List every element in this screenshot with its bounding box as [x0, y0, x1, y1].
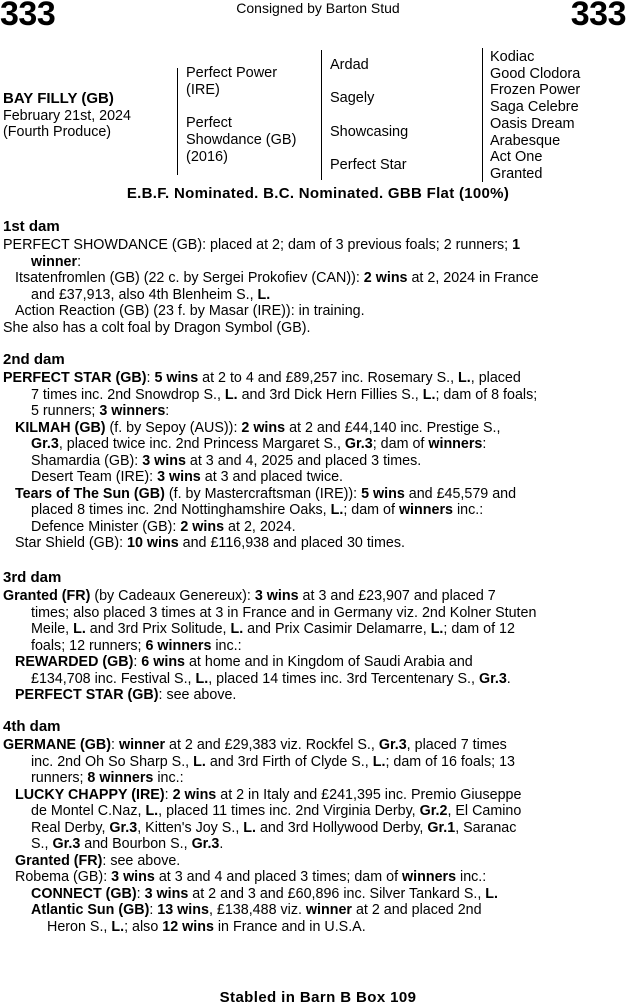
- third-dam-line: times; also placed 3 times at 3 in France and in Germany viz. 2nd Kolner Stuten: [31, 604, 537, 621]
- fourth-dam-line: S., Gr.3 and Bourbon S., Gr.3.: [31, 836, 224, 852]
- fourth-dam-title: 4th dam: [3, 718, 61, 735]
- second-dam-line: 7 times inc. 2nd Snowdrop S., L. and 3rd Dick Hern Fillies S., L.; dam of 8 foals;: [31, 386, 538, 403]
- sire: [186, 65, 277, 99]
- ggp-4: Saga Celebre: [490, 99, 579, 116]
- sire-country: (IRE): [186, 82, 220, 98]
- third-dam-line: Meile, L. and 3rd Prix Solitude, L. and Prix Casimir Delamarre, L.; dam of 12: [31, 621, 515, 637]
- second-dam-line: Star Shield (GB): 10 wins and £116,938 and placed 30 times.: [15, 535, 405, 551]
- first-dam-line: winner:: [31, 253, 82, 270]
- first-dam-line: PERFECT SHOWDANCE (GB): placed at 2; dam of 3 previous foals; 2 runners; 1: [3, 237, 521, 253]
- pedigree-line-3: [482, 48, 483, 182]
- first-dam-text: [3, 237, 627, 336]
- ggp-6: Arabesque: [490, 132, 561, 149]
- second-dam-line: Tears of The Sun (GB) (f. by Mastercraftsman (IRE)): 5 wins and £45,579 and: [15, 485, 517, 502]
- pedigree-line-2: [321, 50, 322, 180]
- first-dam-line: She also has a colt foal by Dragon Symbol (GB).: [3, 319, 311, 336]
- foaling-date: February 21st, 2024: [3, 107, 131, 124]
- fourth-dam-line: Robema (GB): 3 wins at 3 and 4 and placed 3 times; dam of winners inc.:: [15, 869, 487, 885]
- ggp-5: Oasis Dream: [490, 115, 575, 132]
- second-dam-line: Desert Team (IRE): 3 wins at 3 and placed twice.: [31, 469, 344, 485]
- dam-name-1: Perfect: [186, 115, 232, 131]
- fourth-dam-text: [3, 737, 627, 935]
- fourth-dam-line: Real Derby, Gr.3, Kitten's Joy S., L. and 3rd Hollywood Derby, Gr.1, Saranac: [31, 819, 517, 836]
- fourth-dam-line: Heron S., L.; also 12 wins in France and in U.S.A.: [47, 918, 366, 935]
- dam: [186, 115, 296, 166]
- sire-sire: Ardad: [330, 57, 369, 73]
- great-grandparents: [490, 49, 580, 183]
- first-dam-line: Action Reaction (GB) (23 f. by Masar (IRE)): in training.: [15, 303, 365, 319]
- dam-sire: Showcasing: [330, 124, 409, 140]
- nominations: E.B.F. Nominated. B.C. Nominated. GBB Flat (100%): [126, 185, 510, 202]
- fourth-dam-line: Atlantic Sun (GB): 13 wins, £138,488 viz. winner at 2 and placed 2nd: [31, 902, 482, 918]
- first-dam-line: and £37,913, also 4th Blenheim S., L.: [31, 286, 271, 303]
- third-dam-line: £134,708 inc. Festival S., L., placed 14 times inc. 3rd Tercentenary S., Gr.3.: [31, 670, 511, 687]
- second-dam-text: [3, 370, 627, 552]
- third-dam-text: [3, 588, 627, 704]
- third-dam-line: Granted (FR) (by Cadeaux Genereux): 3 wins at 3 and £23,907 and placed 7: [3, 588, 496, 604]
- first-dam-title: 1st dam: [3, 218, 60, 235]
- ggp-1: Kodiac: [490, 49, 535, 65]
- second-dam-line: placed 8 times inc. 2nd Nottinghamshire Oaks, L.; dam of winners inc.:: [31, 502, 484, 518]
- third-dam-title: 3rd dam: [3, 569, 62, 586]
- sire-name: Perfect Power: [186, 65, 278, 81]
- horse-name: BAY FILLY (GB): [3, 90, 114, 107]
- fourth-dam-line: inc. 2nd Oh So Sharp S., L. and 3rd Firth of Clyde S., L.; dam of 16 foals; 13: [31, 753, 515, 770]
- third-dam-line: foals; 12 runners; 6 winners inc.:: [31, 637, 242, 654]
- third-dam-line: PERFECT STAR (GB): see above.: [15, 687, 237, 703]
- second-dam-title: 2nd dam: [3, 351, 65, 368]
- produce-number: (Fourth Produce): [3, 124, 112, 140]
- ggp-7: Act One: [490, 149, 543, 166]
- fourth-dam-line: Granted (FR): see above.: [15, 852, 181, 869]
- second-dam-line: 5 runners; 3 winners:: [31, 403, 170, 419]
- fourth-dam-line: GERMANE (GB): winner at 2 and £29,383 viz. Rockfel S., Gr.3, placed 7 times: [3, 737, 507, 753]
- ggp-2: Good Clodora: [490, 65, 581, 82]
- dam-dam: Perfect Star: [330, 157, 407, 173]
- stabling-info: Stabled in Barn B Box 109: [219, 989, 417, 1006]
- first-dam-line: Itsatenfromlen (GB) (22 c. by Sergei Prokofiev (CAN)): 2 wins at 2, 2024 in France: [15, 270, 539, 286]
- dam-name-2: Showdance (GB): [186, 132, 297, 148]
- fourth-dam-line: runners; 8 winners inc.:: [31, 770, 184, 786]
- second-dam-line: Defence Minister (GB): 2 wins at 2, 2024.: [31, 518, 296, 535]
- fourth-dam-line: LUCKY CHAPPY (IRE): 2 wins at 2 in Italy and £241,395 inc. Premio Giuseppe: [15, 786, 522, 803]
- lot-number-right: 333: [570, 0, 626, 33]
- second-dam-line: PERFECT STAR (GB): 5 wins at 2 to 4 and £89,257 inc. Rosemary S., L., placed: [3, 370, 521, 386]
- third-dam-line: REWARDED (GB): 6 wins at home and in Kingdom of Saudi Arabia and: [15, 654, 473, 670]
- second-dam-line: KILMAH (GB) (f. by Sepoy (AUS)): 2 wins at 2 and £44,140 inc. Prestige S.,: [15, 419, 501, 436]
- lot-number-left: 333: [0, 0, 56, 33]
- fourth-dam-line: CONNECT (GB): 3 wins at 2 and 3 and £60,896 inc. Silver Tankard S., L.: [31, 885, 499, 902]
- horse-info: [3, 91, 131, 141]
- ggp-8: Granted: [490, 165, 543, 182]
- consignor: Consigned by Barton Stud: [236, 0, 400, 16]
- ggp-3: Frozen Power: [490, 82, 581, 99]
- pedigree-line-1: [177, 68, 178, 175]
- dam-year: (2016): [186, 149, 228, 165]
- sire-dam: Sagely: [330, 90, 375, 106]
- second-dam-line: Gr.3, placed twice inc. 2nd Princess Margaret S., Gr.3; dam of winners:: [31, 436, 487, 452]
- second-dam-line: Shamardia (GB): 3 wins at 3 and 4, 2025 and placed 3 times.: [31, 452, 422, 469]
- fourth-dam-line: de Montel C.Naz, L., placed 11 times inc. 2nd Virginia Derby, Gr.2, El Camino: [31, 803, 522, 819]
